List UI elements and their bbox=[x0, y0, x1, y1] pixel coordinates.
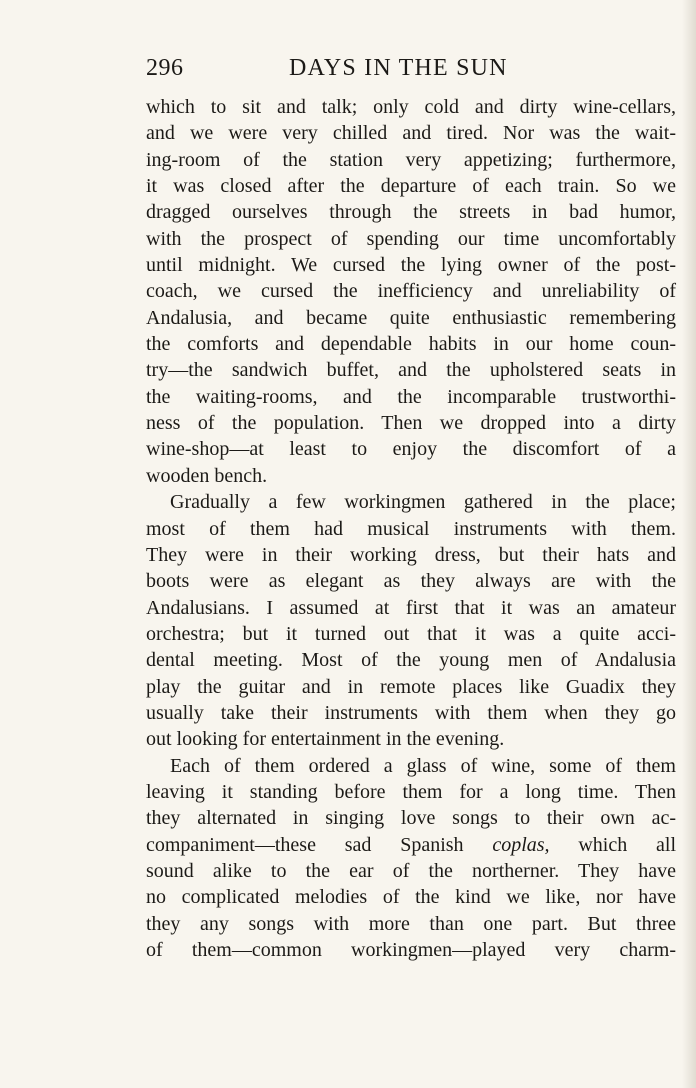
text-line: try—the sandwich buffet, and the upholstered seats in bbox=[146, 359, 676, 382]
text-line: Andalusians. I assumed at first that it was an amateur bbox=[146, 596, 676, 619]
text-line: leaving it standing before them for a long time. Then bbox=[146, 780, 676, 803]
line-part: companiment—these sad Spanish bbox=[146, 833, 493, 856]
running-head bbox=[146, 55, 676, 85]
text-line: orchestra; but it turned out that it was a quite acci- bbox=[146, 622, 676, 645]
line-part: which all bbox=[549, 833, 676, 856]
text-line: it was closed after the departure of each train. So we bbox=[146, 175, 676, 198]
text-line: of them—common workingmen—played very charm- bbox=[146, 939, 676, 961]
text-line: no complicated melodies of the kind we like, nor have bbox=[146, 886, 676, 909]
text-line: They were in their working dress, but their hats and bbox=[146, 543, 676, 566]
paragraph-start-line: Each of them ordered a glass of wine, some of them bbox=[170, 754, 676, 777]
text-line: and we were very chilled and tired. Nor was the wait- bbox=[146, 122, 676, 145]
text-line: ing-room of the station very appetizing; furthermore, bbox=[146, 148, 676, 171]
text-line: dragged ourselves through the streets in bad humor, bbox=[146, 201, 676, 224]
text-line: coach, we cursed the inefficiency and unreliability of bbox=[146, 280, 676, 303]
paragraph-start-line: Gradually a few workingmen gathered in the place; bbox=[170, 491, 676, 514]
text-line: most of them had musical instruments with them. bbox=[146, 517, 676, 540]
paragraph-end-line: wooden bench. bbox=[146, 464, 268, 487]
text-line: the comforts and dependable habits in our home coun- bbox=[146, 333, 676, 356]
text-line: they alternated in singing love songs to their own ac- bbox=[146, 807, 676, 830]
text-line: Andalusia, and became quite enthusiastic remembering bbox=[146, 306, 676, 329]
body-text bbox=[146, 94, 676, 963]
text-line: wine-shop—at least to enjoy the discomfort of a bbox=[146, 438, 676, 461]
text-line: play the guitar and in remote places like Guadix they bbox=[146, 675, 676, 698]
text-line: until midnight. We cursed the lying owner of the post- bbox=[146, 254, 676, 277]
paragraph-end-line: out looking for entertainment in the evening. bbox=[146, 728, 505, 751]
text-line: the waiting-rooms, and the incomparable trustworthi- bbox=[146, 385, 676, 408]
text-line-with-italic bbox=[146, 832, 676, 858]
text-line: dental meeting. Most of the young men of Andalusia bbox=[146, 649, 676, 672]
page-edge-shadow bbox=[682, 0, 696, 1088]
text-line: usually take their instruments with them when they go bbox=[146, 701, 676, 724]
page-number: 296 bbox=[146, 55, 184, 81]
running-title: DAYS IN THE SUN bbox=[289, 55, 508, 81]
italic-word-coplas: coplas, bbox=[492, 833, 550, 856]
text-line: ness of the population. Then we dropped into a dirty bbox=[146, 412, 676, 435]
text-line: which to sit and talk; only cold and dirty wine-cellars, bbox=[146, 96, 676, 118]
text-line: they any songs with more than one part. But three bbox=[146, 912, 676, 935]
text-line: boots were as elegant as they always are with the bbox=[146, 570, 676, 593]
text-line: with the prospect of spending our time uncomfortably bbox=[146, 227, 676, 250]
text-line: sound alike to the ear of the northerner. They have bbox=[146, 859, 676, 882]
